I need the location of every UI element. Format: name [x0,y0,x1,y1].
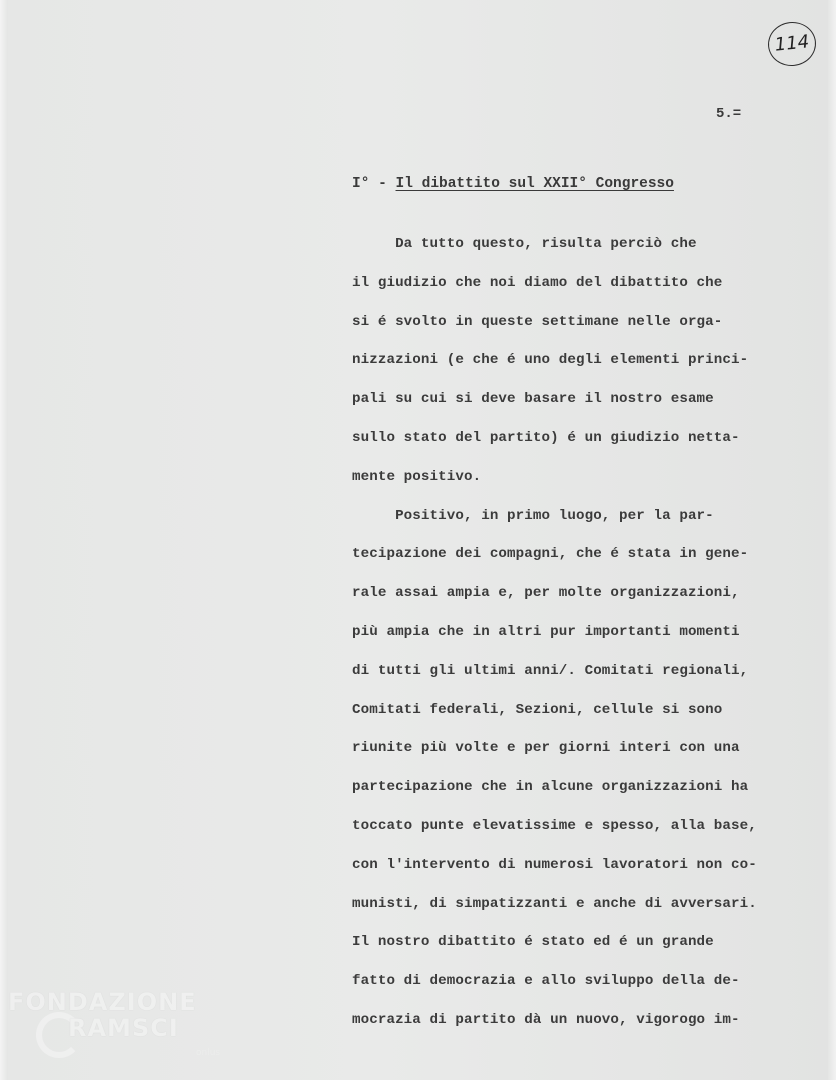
text-line: con l'intervento di numerosi lavoratori non co- [352,856,757,873]
text-line: fatto di democrazia e allo sviluppo della de- [352,973,740,990]
text-line: riunite più volte e per giorni interi con una [352,740,740,757]
section-heading [352,176,674,192]
text-line: munisti, di simpatizzanti e anche di avversari. [352,895,757,912]
text-line: mente positivo. [352,468,482,485]
text-line: nizzazioni (e che é uno degli elementi princi- [352,352,749,369]
page-number: 5.= [716,106,742,122]
text-line: mocrazia di partito dà un nuovo, vigorogo im- [352,1012,740,1028]
text-line: rale assai ampia e, per molte organizzazioni, [352,585,740,602]
text-line: Comitati federali, Sezioni, cellule si sono [352,701,723,718]
fondazione-gramsci-watermark [8,988,221,1068]
watermark-line2: RAMSCI [68,1014,179,1042]
watermark-sub: onlus [196,1048,221,1058]
text-line: si é svolto in queste settimane nelle orga- [352,313,723,330]
text-line: più ampia che in altri pur importanti momenti [352,624,740,640]
archive-stamp-number: 114 [766,20,818,69]
text-line: pali su cui si deve basare il nostro esame [352,391,714,408]
text-line: sullo stato del partito) é un giudizio netta- [352,430,740,446]
watermark-line1: FONDAZIONE [8,988,197,1016]
text-line: Positivo, in primo luogo, per la par- [352,507,714,524]
text-line: tecipazione dei compagni, che é stata in gene- [352,546,749,563]
text-line: toccato punte elevatissime e spesso, alla base, [352,818,757,834]
heading-title: Il dibattito sul XXII° Congresso [395,176,674,192]
page-left-edge [0,0,8,1080]
text-line: Da tutto questo, risulta perciò che [352,236,697,252]
page-right-edge [828,0,836,1080]
heading-prefix: I° - [352,176,396,192]
text-line: partecipazione che in alcune organizzazioni ha [352,779,749,796]
text-line: di tutti gli ultimi anni/. Comitati regionali, [352,662,749,679]
text-line: Il nostro dibattito é stato ed é un grande [352,934,714,951]
text-line: il giudizio che noi diamo del dibattito che [352,274,723,291]
